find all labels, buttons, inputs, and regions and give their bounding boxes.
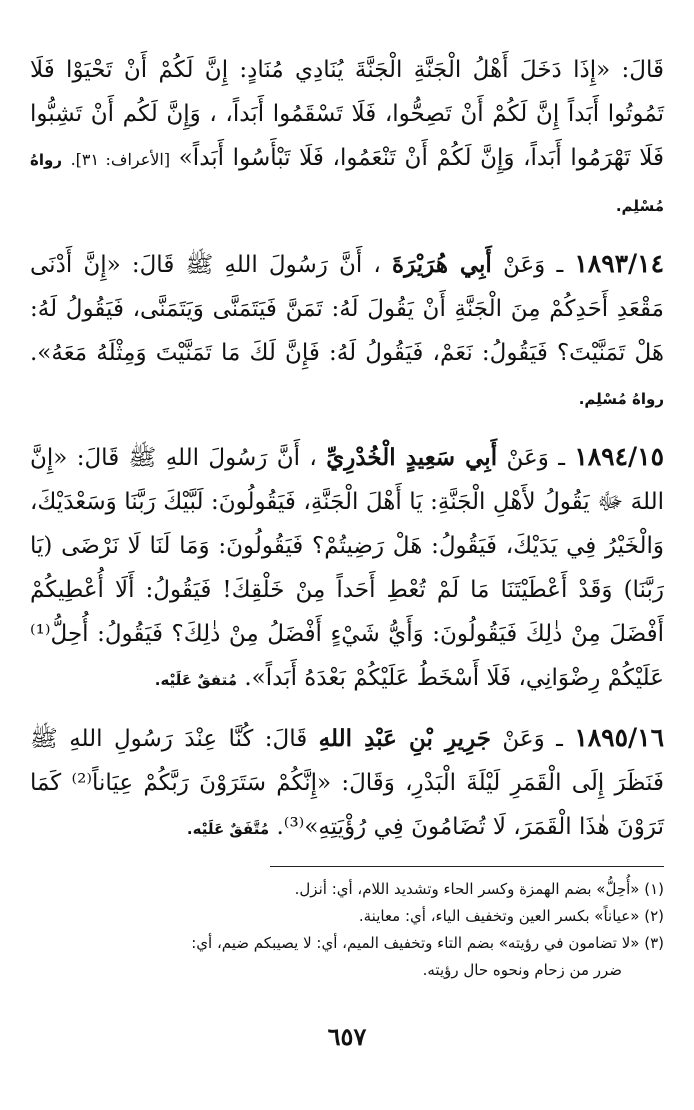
narrator-name: جَرِيرِ بْنِ عَبْدِ اللهِ (318, 725, 491, 752)
hadith-prefix: ـ وَعَنْ (502, 252, 564, 278)
hadith-source: مُتفقٌ عَلَيْه. (154, 671, 238, 689)
narrator-name: أَبِي هُرَيْرَةَ (392, 251, 492, 278)
hadith-source: مُتَّفَقٌ عَلَيْه. (186, 820, 270, 838)
page-number: ٦٥٧ (327, 1022, 367, 1051)
hadith-prefix: ـ وَعَنْ (506, 445, 565, 471)
footnote-mark: (١) (644, 880, 664, 898)
footnote-text: «عياناً» بكسر العين وتخفيف الياء، أي: معاينة. (358, 907, 640, 925)
footnote-mark: (٢) (644, 907, 664, 925)
hadith-source: رواهُ مُسْلِم. (578, 390, 664, 408)
quran-reference: [الأعراف: ٣١]. (70, 150, 171, 169)
hadith-prefix: ـ وَعَنْ (502, 726, 563, 752)
footnote-3 (30, 930, 664, 957)
footnote-mark: (٣) (644, 934, 664, 952)
footnote-text: «لا تضامون في رؤيته» بضم التاء وتخفيف الميم، أي: لا يصيبكم ضيم، أي: (191, 934, 640, 952)
hadith-text: ، أَنَّ رَسُولَ اللهِ ﷺ قَالَ: «إِنَّ أَدْنَى مَقْعَدِ أَحَدِكُمْ مِنَ الْجَنَّةِ أَنْ يَقُولَ لَهُ: تَمَنَّ فَيَتَمَنَّى وَيَتَمَنَّى، فَيَقُولُ لَهُ: هَلْ تَمَنَّيْتَ؟ فَيَقُولُ: نَعَمْ، فَيَقُولُ لَهُ: فَإِنَّ لَكَ مَا تَمَنَّيْتَ وَمِثْلَهُ مَعَهُ». (30, 252, 664, 366)
narrator-name: أَبِي سَعِيدٍ الْخُدْرِيِّ (326, 444, 498, 471)
hadith-1893 (30, 242, 664, 421)
footnote-1 (30, 876, 664, 903)
hadith-number: ١٨٩٣/١٤ (574, 249, 665, 278)
footnote-2 (30, 903, 664, 930)
hadith-number: ١٨٩٤/١٥ (574, 442, 665, 471)
hadith-text: ، أَنَّ رَسُولَ اللهِ ﷺ قَالَ: «إِنَّ اللهَ ﷻ يَقُولُ لأَهْلِ الْجَنَّةِ: يَا أَهْلَ الْجَنَّةِ، فَيَقُولُونَ: لَبَّيْكَ رَبَّنَا وَسَعْدَيْكَ، وَالْخَيْرُ فِي يَدَيْكَ، فَيَقُولُ: هَلْ رَضِيتُمْ؟ فَيَقُولُونَ: وَمَا لَنَا لَا نَرْضَى (يَا رَبَّنَا) وَقَدْ أَعْطَيْتَنَا مَا لَمْ تُعْطِ أَحَداً مِنْ خَلْقِكَ! فَيَقُولُ: أَلَا أُعْطِيكُمْ أَفْضَلَ مِنْ ذٰلِكَ فَيَقُولُونَ: وَأَيُّ شَيْءٍ أَفْضَلُ مِنْ ذٰلِكَ؟ فَيَقُولُ: أُحِلُّ⁽¹⁾ عَلَيْكُمْ رِضْوَانِي، فَلَا أَسْخَطُ عَلَيْكُمْ بَعْدَهُ أَبَداً». (30, 445, 664, 691)
hadith-1895 (30, 716, 664, 851)
hadith-text: قَالَ: «إِذَا دَخَلَ أَهْلُ الْجَنَّةِ الْجَنَّةَ يُنَادِي مُنَادٍ: إِنَّ لَكُمْ أَنْ تَحْيَوْا فَلَا تَمُوتُوا أَبَداً إِنَّ لَكُمْ أَنْ تَصِحُّوا، فَلَا تَسْقَمُوا أَبَداً، ، وَإِنَّ لَكُم أَنْ تَشِبُّوا فَلَا تَهْرَمُوا أَبَداً، وَإِنَّ لَكُمْ أَنْ تَنْعَمُوا، فَلَا تَبْأَسُوا أَبَداً» (30, 57, 664, 171)
footnote-divider (270, 866, 664, 867)
hadith-number: ١٨٩٥/١٦ (574, 723, 665, 752)
hadith-1894 (30, 435, 664, 702)
main-text (30, 48, 664, 851)
hadith-1892 (30, 48, 664, 228)
footnote-text: «أُحِلُّ» بضم الهمزة وكسر الحاء وتشديد اللام، أي: أنزل. (294, 880, 640, 898)
footnote-3-continued: ضرر من زحام ونحوه حال رؤيته. (422, 961, 622, 979)
footnotes (30, 876, 664, 984)
hadith-text: قَالَ: كُنَّا عِنْدَ رَسُولِ اللهِ ﷺ فَنَظَرَ إِلَى الْقَمَرِ لَيْلَةَ الْبَدْرِ، وَقَالَ: «إِنَّكُمْ سَتَرَوْنَ رَبَّكُمْ عِيَاناً⁽²⁾ كَمَا تَرَوْنَ هٰذَا الْقَمَرَ، لَا تُضَامُونَ فِي رُؤْيَتِهِ»⁽³⁾. (30, 726, 664, 840)
hadith-source: رواهُ مُسْلِم. (30, 151, 664, 215)
